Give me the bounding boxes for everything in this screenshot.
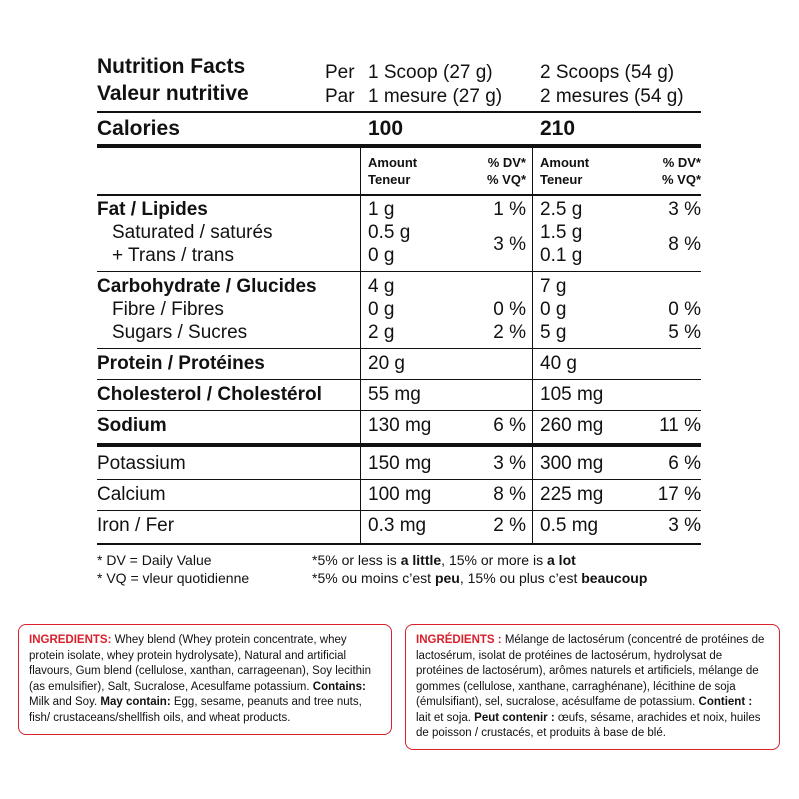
cholesterol-rule: [97, 410, 701, 411]
sodium-rule: [97, 443, 701, 447]
fat-rule: [97, 271, 701, 272]
serving2-fr: 2 mesures (54 g): [540, 86, 684, 107]
fat-amount-1: 1 g: [368, 199, 395, 220]
cholesterol-label: Cholesterol / Cholestérol: [97, 384, 322, 405]
iron-amount-2: 0.5 mg: [540, 515, 599, 536]
fat-dv-2: 3 %: [668, 199, 701, 220]
fibre-dv-2: 0 %: [668, 299, 701, 320]
sugars-dv-1: 2 %: [493, 322, 526, 343]
protein-amount-2: 40 g: [540, 353, 577, 374]
ingredients-fr-label: INGRÉDIENTS :: [416, 634, 502, 646]
calcium-dv-1: 8 %: [493, 484, 526, 505]
iron-amount-1: 0.3 mg: [368, 515, 427, 536]
potassium-amount-2: 300 mg: [540, 453, 604, 474]
title-fr: Valeur nutritive: [97, 82, 249, 105]
amount-header-2: Amount Teneur: [540, 155, 590, 187]
column-separator-2: [532, 148, 533, 543]
carb-rule: [97, 348, 701, 349]
carb-amount-1: 4 g: [368, 276, 395, 297]
fat-amount-2: 2.5 g: [540, 199, 583, 220]
fat-dv-1: 1 %: [493, 199, 526, 220]
saturated-label: Saturated / saturés: [112, 222, 273, 243]
trans-label: + Trans / trans: [112, 245, 234, 266]
trans-amount-2: 0.1 g: [540, 245, 583, 266]
fibre-dv-1: 0 %: [493, 299, 526, 320]
iron-dv-1: 2 %: [493, 515, 526, 536]
calories-rule: [97, 144, 701, 148]
calories-label: Calories: [97, 117, 180, 140]
footnote-dv: * DV = Daily Value: [97, 552, 212, 568]
saturated-amount-2: 1.5 g: [540, 222, 583, 243]
calcium-rule: [97, 510, 701, 511]
sodium-dv-2: 11 %: [659, 415, 701, 436]
sugars-dv-2: 5 %: [668, 322, 701, 343]
serving1-fr: 1 mesure (27 g): [368, 86, 503, 107]
sugars-label: Sugars / Sucres: [112, 322, 248, 343]
potassium-rule: [97, 479, 701, 480]
calcium-amount-2: 225 mg: [540, 484, 604, 505]
dv-header-2: % DV* % VQ*: [661, 155, 701, 187]
protein-label: Protein / Protéines: [97, 353, 265, 374]
per-fr: Par: [325, 86, 355, 107]
sodium-amount-1: 130 mg: [368, 415, 432, 436]
serving1-en: 1 Scoop (27 g): [368, 62, 493, 83]
sodium-label: Sodium: [97, 415, 167, 436]
sodium-amount-2: 260 mg: [540, 415, 604, 436]
amount-header-1: Amount Teneur: [368, 155, 418, 187]
potassium-dv-1: 3 %: [493, 453, 526, 474]
protein-amount-1: 20 g: [368, 353, 405, 374]
fibre-amount-1: 0 g: [368, 299, 395, 320]
iron-label: Iron / Fer: [97, 515, 175, 536]
carb-amount-2: 7 g: [540, 276, 567, 297]
footnote-vq: * VQ = vleur quotidienne: [97, 570, 250, 586]
per-en: Per: [325, 62, 355, 83]
column-header-rule: [97, 194, 701, 196]
cholesterol-amount-1: 55 mg: [368, 384, 421, 405]
potassium-label: Potassium: [97, 453, 186, 474]
potassium-amount-1: 150 mg: [368, 453, 432, 474]
serving2-en: 2 Scoops (54 g): [540, 62, 675, 83]
iron-dv-2: 3 %: [668, 515, 701, 536]
fibre-label: Fibre / Fibres: [112, 299, 224, 320]
sugars-amount-2: 5 g: [540, 322, 567, 343]
carb-label: Carbohydrate / Glucides: [97, 276, 317, 297]
trans-amount-1: 0 g: [368, 245, 395, 266]
ingredients-fr-box: INGRÉDIENTS : Mélange de lactosérum (concentré de protéines de lactosérum, isolat de protéines de lactosérum, hydrolysat de protéines de lactosérum), arômes naturels et artificiels, mélange de gommes (cellulose, xanthane, carraghénane), lécithine de soja (émulsifiant), sel, sucralose, acésulfame de potassium. Contient : lait et soja. Peut contenir : œufs, sésame, arachides et noix, huiles de poisson / crustacés, et produits à base de blé.: [405, 624, 780, 750]
footnote-percent-en: *5% or less is a little, 15% or more is a lot: [312, 552, 576, 568]
ingredients-en-box: INGREDIENTS: Whey blend (Whey protein concentrate, whey protein isolate, whey protein hydrolysate), Natural and artificial flavours, Gum blend (cellulose, xanthan, carrageenan), Soy lecithin (as emulsifier), Salt, Sucralose, Acesulfame potassium. Contains: Milk and Soy. May contain: Egg, sesame, peanuts and tree nuts, fish/ crustaceans/shellfish oils, and wheat products.: [18, 624, 392, 735]
sat-trans-dv-1: 3 %: [493, 234, 526, 255]
protein-rule: [97, 379, 701, 380]
bottom-rule: [97, 543, 701, 545]
calcium-label: Calcium: [97, 484, 166, 505]
calories-value-1: 100: [368, 117, 404, 140]
saturated-amount-1: 0.5 g: [368, 222, 411, 243]
calories-value-2: 210: [540, 117, 576, 140]
fibre-amount-2: 0 g: [540, 299, 567, 320]
potassium-dv-2: 6 %: [668, 453, 701, 474]
header-rule: [97, 111, 701, 113]
sodium-dv-1: 6 %: [493, 415, 526, 436]
footnote-percent-fr: *5% ou moins c’est peu, 15% ou plus c’est beaucoup: [312, 570, 648, 586]
title-en: Nutrition Facts: [97, 55, 246, 78]
column-separator-1: [360, 148, 361, 543]
fat-label: Fat / Lipides: [97, 199, 208, 220]
sat-trans-dv-2: 8 %: [668, 234, 701, 255]
cholesterol-amount-2: 105 mg: [540, 384, 604, 405]
calcium-amount-1: 100 mg: [368, 484, 432, 505]
ingredients-en-label: INGREDIENTS:: [29, 634, 112, 646]
dv-header-1: % DV* % VQ*: [486, 155, 526, 187]
calcium-dv-2: 17 %: [657, 484, 701, 505]
sugars-amount-1: 2 g: [368, 322, 395, 343]
